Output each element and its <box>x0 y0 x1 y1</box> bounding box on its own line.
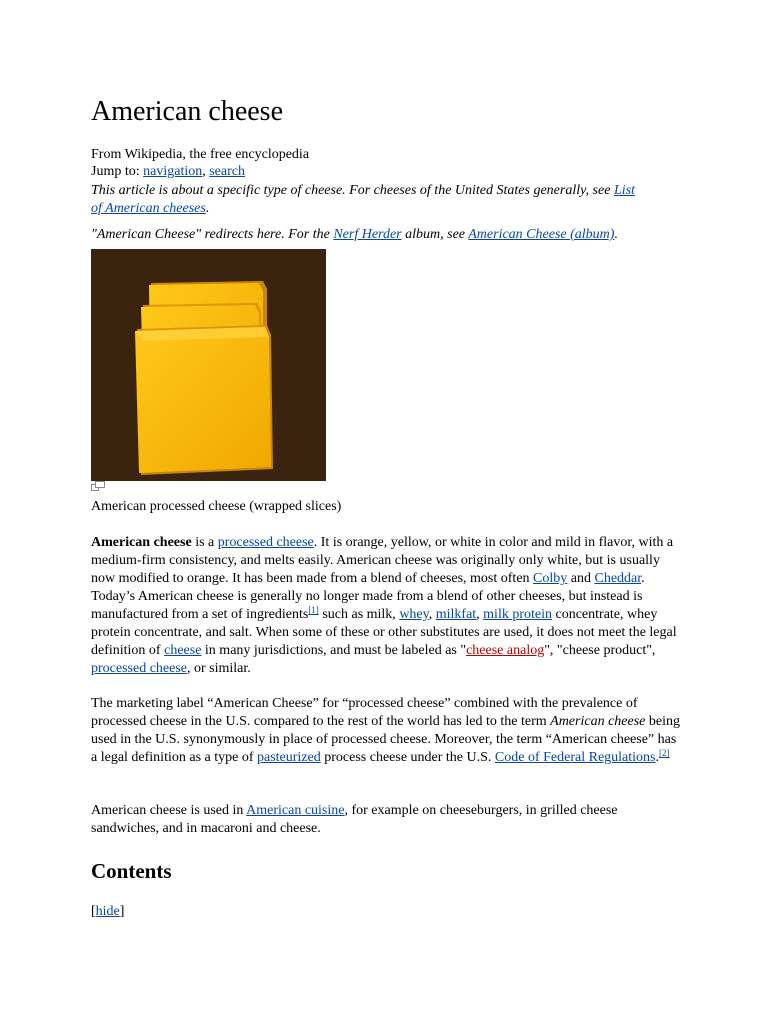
cheddar-link[interactable]: Cheddar <box>594 571 642 586</box>
para2-italic: American cheese <box>550 714 646 729</box>
processed-cheese-link[interactable]: processed cheese <box>217 535 314 550</box>
list-link-part2[interactable]: of American cheeses <box>91 201 206 216</box>
para1-text-3: and <box>567 571 595 586</box>
para1-text-2: . It is orange, yellow, or white in color and mild in flavor, with a medium-firm consistency, and melts easily. American cheese was originally only white, but is usually now modified to orange. It has been made from a blend of cheeses, most often <box>91 535 674 586</box>
bracket-open: [ <box>91 904 96 919</box>
milk-protein-link[interactable]: milk protein <box>483 607 552 622</box>
usage-paragraph <box>91 802 681 838</box>
image-caption: American processed cheese (wrapped slices) <box>91 499 342 514</box>
contents-toggle <box>91 903 124 921</box>
para1-text-10: ", "cheese product", <box>544 643 656 658</box>
para2-text-1: The marketing label “American Cheese” for “processed cheese” combined with the prevalence of processed cheese in the U.S. compared to the rest of the world has led to the term <box>91 696 638 729</box>
jump-to <box>91 163 245 181</box>
milkfat-link[interactable]: milkfat <box>435 607 477 622</box>
para1-text-5: such as milk, <box>318 607 400 622</box>
bracket-close: ] <box>119 904 125 919</box>
search-link[interactable]: search <box>209 164 245 179</box>
album-link[interactable]: American Cheese (album) <box>468 227 615 242</box>
cfr-link[interactable]: Code of Federal Regulations <box>494 750 656 765</box>
para1-text-8: concentrate, whey protein concentrate, and salt. When some of these or other substitutes are used, it does not meet the legal definition of <box>91 607 677 658</box>
para1-text-4: . Today’s American cheese is generally no longer made from a blend of other cheeses, but instead is manufactured from a set of ingredients <box>91 571 645 622</box>
intro-paragraph <box>91 534 681 678</box>
american-cuisine-link[interactable]: American cuisine <box>246 803 345 818</box>
term-bold: American cheese <box>91 535 192 550</box>
whey-link[interactable]: whey <box>399 607 429 622</box>
cheese-analog-link[interactable]: cheese analog <box>466 643 545 658</box>
para1-text-1: is a <box>191 535 218 550</box>
para3-text-1: American cheese is used in <box>91 803 247 818</box>
hatnote-redirect <box>91 226 618 244</box>
hatnote-about <box>91 182 681 218</box>
jump-separator: , <box>202 164 210 179</box>
hatnote-about-end: . <box>205 201 210 216</box>
cheese-image[interactable] <box>91 249 326 481</box>
para2-text-2: being used in the U.S. synonymously in place of processed cheese. Moreover, the term “American cheese” has a legal definition as a type of <box>91 714 680 765</box>
hide-toc-link[interactable]: hide <box>95 904 120 919</box>
cheese-link[interactable]: cheese <box>164 643 202 658</box>
para1-text-11: , or similar. <box>187 661 251 676</box>
enlarge-icon[interactable] <box>91 481 105 491</box>
hatnote-redirect-mid: album, see <box>401 227 469 242</box>
para1-text-9: in many jurisdictions, and must be labeled as " <box>201 643 467 658</box>
para3-text-2: , for example on cheeseburgers, in grilled cheese sandwiches, and in macaroni and cheese. <box>91 803 618 836</box>
processed-cheese-link-2[interactable]: processed cheese <box>91 661 188 676</box>
para2-text-4: . <box>655 750 659 765</box>
contents-heading: Contents <box>91 859 172 883</box>
page-title: American cheese <box>91 96 283 127</box>
colby-link[interactable]: Colby <box>533 571 568 586</box>
para1-text-6: , <box>428 607 436 622</box>
list-link-part1[interactable]: List <box>613 183 635 198</box>
hatnote-redirect-text: "American Cheese" redirects here. For the <box>91 227 334 242</box>
jump-prefix: Jump to: <box>91 164 144 179</box>
site-subtitle: From Wikipedia, the free encyclopedia <box>91 147 310 162</box>
pasteurized-link[interactable]: pasteurized <box>257 750 321 765</box>
hatnote-about-text: This article is about a specific type of cheese. For cheeses of the United States generally, see <box>91 183 614 198</box>
cheese-slices-illustration <box>91 249 326 481</box>
reference-1[interactable]: [1] <box>308 605 319 615</box>
nerf-herder-link[interactable]: Nerf Herder <box>333 227 402 242</box>
navigation-link[interactable]: navigation <box>143 164 203 179</box>
para2-text-3: process cheese under the U.S. <box>320 750 495 765</box>
para1-text-7: , <box>476 607 484 622</box>
reference-2[interactable]: [2] <box>659 748 670 758</box>
hatnote-redirect-end: . <box>614 227 618 242</box>
marketing-paragraph <box>91 695 681 767</box>
